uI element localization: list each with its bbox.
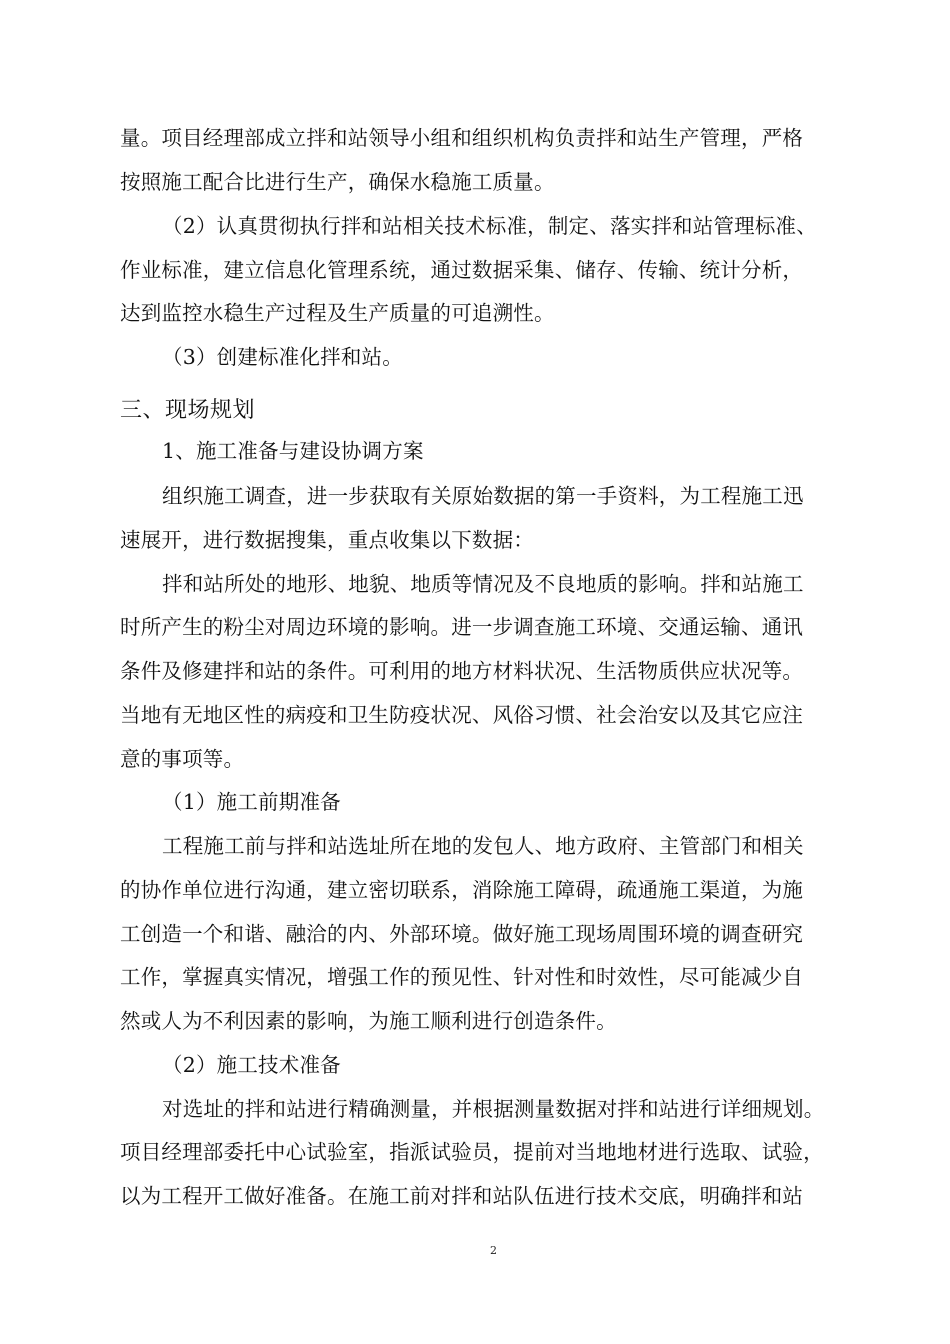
body-text-line: 对选址的拌和站进行精确测量，并根据测量数据对拌和站进行详细规划。 (162, 1097, 825, 1121)
body-text-line: 速展开，进行数据搜集，重点收集以下数据： (120, 528, 534, 552)
list-item-3: （3）创建标准化拌和站。 (162, 345, 403, 369)
body-text-line: 以为工程开工做好准备。在施工前对拌和站队伍进行技术交底，明确拌和站 (120, 1184, 804, 1208)
body-text-line: 当地有无地区性的病疫和卫生防疫状况、风俗习惯、社会治安以及其它应注 (120, 703, 804, 727)
body-text-line: 作业标准，建立信息化管理系统，通过数据采集、储存、传输、统计分析， (120, 258, 804, 282)
body-text-line: 工创造一个和谐、融洽的内、外部环境。做好施工现场周围环境的调查研究 (120, 922, 804, 946)
body-text-line: 意的事项等。 (120, 747, 245, 771)
subsection-heading: 1、施工准备与建设协调方案 (162, 439, 424, 463)
body-text-line: 的协作单位进行沟通，建立密切联系，消除施工障碍，疏通施工渠道，为施 (120, 878, 804, 902)
body-text-line: 条件及修建拌和站的条件。可利用的地方材料状况、生活物质供应状况等。 (120, 659, 804, 683)
section-heading: 三、现场规划 (120, 398, 256, 423)
body-text-line: 组织施工调查，进一步获取有关原始数据的第一手资料，为工程施工迅 (162, 484, 804, 508)
list-item-2-heading: （2）施工技术准备 (162, 1053, 341, 1077)
list-item-2: （2）认真贯彻执行拌和站相关技术标准，制定、落实拌和站管理标准、 (162, 214, 817, 238)
body-text-line: 然或人为不利因素的影响，为施工顺利进行创造条件。 (120, 1009, 617, 1033)
body-text-line: 量。项目经理部成立拌和站领导小组和组织机构负责拌和站生产管理，严格 (120, 126, 804, 150)
body-text-line: 达到监控水稳生产过程及生产质量的可追溯性。 (120, 301, 555, 325)
body-text-line: 时所产生的粉尘对周边环境的影响。进一步调查施工环境、交通运输、通讯 (120, 615, 804, 639)
page-number: 2 (490, 1244, 497, 1257)
body-text-line: 按照施工配合比进行生产，确保水稳施工质量。 (120, 170, 555, 194)
body-text-line: 工作，掌握真实情况，增强工作的预见性、针对性和时效性，尽可能减少自 (120, 965, 804, 989)
body-text-line: 项目经理部委托中心试验室，指派试验员，提前对当地地材进行选取、试验， (120, 1140, 824, 1164)
body-text-line: 工程施工前与拌和站选址所在地的发包人、地方政府、主管部门和相关 (162, 834, 804, 858)
body-text-line: 拌和站所处的地形、地貌、地质等情况及不良地质的影响。拌和站施工 (162, 572, 804, 596)
list-item-1-heading: （1）施工前期准备 (162, 790, 341, 814)
